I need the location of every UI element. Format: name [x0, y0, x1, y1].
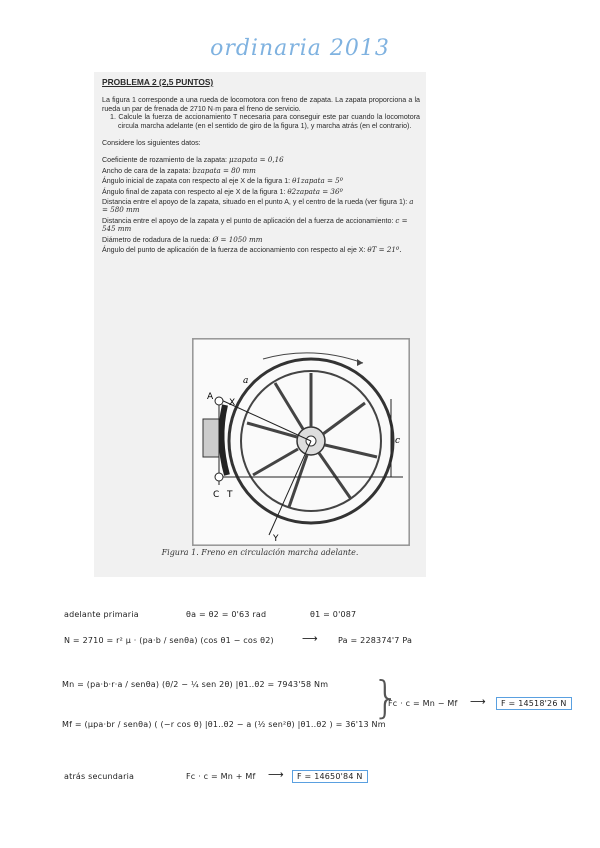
data-label: Ángulo del punto de aplicación de la fuerza de accionamiento con respecto al eje X:	[102, 246, 366, 255]
data-row	[102, 217, 420, 234]
brace: }	[372, 672, 401, 723]
data-row	[102, 156, 420, 164]
result-forward-box: F = 14518'26 N	[496, 697, 572, 710]
data-label: Diámetro de rodadura de la rueda:	[102, 235, 211, 244]
data-row	[102, 246, 420, 254]
arrow-2: ⟶	[470, 695, 486, 708]
consider-text: Considere los siguientes datos:	[102, 139, 201, 148]
data-value: bzapata = 80 mm	[192, 165, 256, 175]
note-atras-label: atrás secundaria	[64, 772, 135, 781]
scanned-problem	[94, 72, 426, 577]
label-Y: Y	[273, 534, 279, 544]
note-pa-result: Pa = 228374'7 Pa	[338, 636, 413, 645]
page-title: ordinaria 2013	[210, 36, 390, 61]
arrow-3: ⟶	[268, 768, 284, 781]
data-value: c = 545 mm	[102, 215, 408, 234]
figure-caption: Figura 1. Freno en circulación marcha adelante.	[161, 548, 359, 557]
data-label: Distancia entre el apoyo de la zapata, situado en el punto A, y el centro de la rueda (ver figura 1):	[102, 198, 408, 207]
data-value: θ2zapata = 36º	[287, 186, 343, 196]
result-back-box: F = 14650'84 N	[292, 770, 368, 783]
label-c: c	[395, 436, 401, 446]
label-a: a	[243, 376, 249, 386]
note-fc-forward: Fc · c = Mn − Mf	[388, 699, 458, 708]
data-row	[102, 167, 420, 175]
data-row	[102, 236, 420, 244]
data-label: Ancho de cara de la zapata:	[102, 166, 191, 175]
data-row	[102, 188, 420, 196]
data-row	[102, 177, 420, 185]
problem-item: 1. Calcule la fuerza de accionamiento T necesaria para conseguir este par cuando la locomotora circula marcha adelante (en el sentido de giro de la figura 1), y marcha atrás (en el contrario).	[110, 113, 420, 130]
data-label: Coeficiente de rozamiento de la zapata:	[102, 156, 228, 165]
data-value: Ø = 1050 mm	[212, 234, 263, 244]
problem-heading: PROBLEMA 2 (2,5 PUNTOS)	[102, 77, 214, 87]
data-value: θ1zapata = 5º	[292, 176, 343, 186]
data-row	[102, 198, 420, 215]
data-value: θT = 21º.	[367, 245, 402, 255]
note-mf: Mf = (μpa·br / senθa) ( (−r cos θ) |θ1..θ2 − a (½ sen²θ) |θ1..θ2 ) = 36'13 Nm	[62, 720, 386, 729]
arrow-1: ⟶	[302, 632, 318, 645]
note-fc-back: Fc · c = Mn + Mf	[186, 772, 256, 781]
label-A: A	[207, 392, 214, 402]
note-theta-1: θ1 = 0'087	[310, 610, 357, 619]
data-label: Distancia entre el apoyo de la zapata y el punto de aplicación del a fuerza de accionamiento:	[102, 216, 394, 225]
note-theta-a: θa = θ2 = 0'63 rad	[186, 610, 267, 619]
note-torque-eq: N = 2710 = r² μ · (pa·b / senθa) (cos θ1 − cos θ2)	[64, 636, 274, 645]
data-label: Ángulo final de zapata con respecto al eje X de la figura 1:	[102, 187, 286, 196]
data-label: Ángulo inicial de zapata con respecto al eje X de la figura 1:	[102, 177, 291, 186]
label-X: X	[229, 398, 236, 408]
data-value: μzapata = 0,16	[229, 155, 284, 165]
note-adelante-label: adelante primaria	[64, 610, 139, 619]
problem-intro: La figura 1 corresponde a una rueda de locomotora con freno de zapata. La zapata proporciona a la rueda un par de frenada de 2710 N·m para el freno de servicio.	[102, 96, 420, 113]
figure-1	[192, 338, 410, 546]
brake-block	[203, 419, 219, 457]
label-C: C	[213, 490, 220, 500]
label-T: T	[227, 490, 233, 500]
data-value: a = 580 mm	[102, 197, 414, 215]
note-mn: Mn = (pa·b·r·a / senθa) (θ/2 − ¼ sen 2θ) |θ1..θ2 = 7943'58 Nm	[62, 680, 329, 689]
data-list	[102, 156, 420, 254]
